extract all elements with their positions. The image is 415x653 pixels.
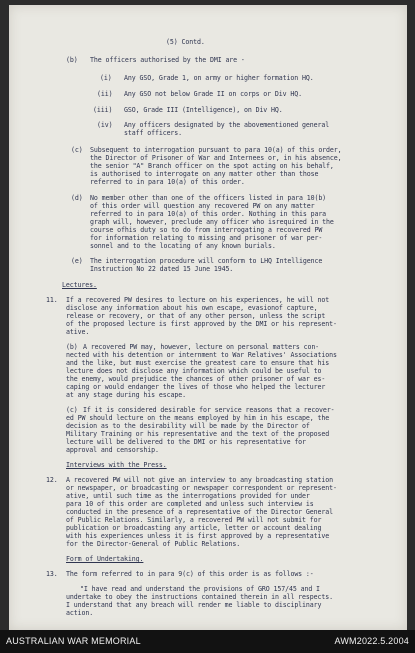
undertaking-quote-first: "I have read and understand the provisions of GRO 157/45 and I [80,585,320,593]
para-b-item-4-line-1: Any officers designated by the abovementioned general [124,121,330,129]
para-11c-line-5: approval and censorship. [66,446,159,454]
para-11c-line-2: decision as to the desirability will be made by the Director of [66,422,310,430]
para-11-line-2: disclose any information about his own escape, evasionof capture, [66,304,318,312]
undertaking-quote-line-2: I understand that any breach will render me liable to disciplinary [66,601,322,609]
para-12-line-7: publication or broadcasting any article, letter or account dealing [66,524,322,532]
para-11b-line-5: caping or would endanger the lives of those who helped the lecturer [66,383,326,391]
undertaking-quote-line-3: action. [66,609,94,617]
archive-reference: AWM2022.5.2004 [334,636,409,646]
para-b-item-3-num: (iii) [93,106,113,114]
para-d-line-7: sonnel and to the locating of any known burials. [90,242,276,250]
para-11b-line-1: nected with his detention or internment to War Relatives' Associations [66,351,337,359]
para-b-item-4-num: (iv) [97,121,113,129]
para-13-number: 13. [46,570,58,578]
para-11-line-1: If a recovered PW desires to lecture on his experiences, he will not [66,296,330,304]
para-d-line-2: of this order will question any recovered PW on any matter [90,202,315,210]
para-d-line-6: for information relating to missing and prisoner of war per- [90,234,323,242]
para-11b-line-2: and the like, but must exercise the greatest care to ensure that his [66,359,330,367]
para-b-label: (b) [66,56,78,64]
undertaking-quote-line-1: undertake to obey the instructions contained therein in all respects. [66,593,334,601]
para-13-first-line: The form referred to in para 9(c) of this order is as follows :- [66,570,314,578]
para-12-line-4: para 10 of this order are completed and unless such interview is [66,500,314,508]
undertaking-heading: Form of Undertaking. [66,555,144,563]
para-d-label: (d) [71,194,83,202]
para-11-line-5: ative. [66,328,90,336]
para-12-number: 12. [46,476,58,484]
para-11c-line-1: ed PW should lecture on the means employed by him in his escape, the [66,414,330,422]
para-b-item-3-text: GSO, Grade III (Intelligence), on Div HQ. [124,106,283,114]
para-11b-label: (b) [66,343,78,351]
para-e-line-2: Instruction No 22 dated 15 June 1945. [90,265,234,273]
para-12-line-3: ative, until such time as the interrogations provided for under [66,492,310,500]
section-title: (5) Contd. [166,38,205,46]
press-heading: Interviews with the Press. [66,461,167,469]
para-11-line-4: of the proposed lecture is first approved by the DMI or his represent- [66,320,337,328]
para-c-line-2: the Director of Prisoner of War and Internees or, in his absence, [90,154,342,162]
para-d-line-1: No member other than one of the officers listed in para 10(b) [90,194,327,202]
para-b-intro: The officers authorised by the DMI are - [90,56,245,64]
para-d-line-3: referred to in para 10(a) of this order. Nothing in this para [90,210,327,218]
para-11b-first-line: A recovered PW may, however, lecture on personal matters con- [83,343,320,351]
para-11c-line-4: lecture will be delivered to the DMI or his representative for [66,438,306,446]
archive-name: AUSTRALIAN WAR MEMORIAL [6,636,141,646]
para-11-line-3: release or recovery, or that of any other person, unless the script [66,312,326,320]
para-12-line-1: A recovered PW will not give an interview to any broadcasting station [66,476,334,484]
para-11c-first-line: If it is considered desirable for service reasons that a recover- [83,406,335,414]
para-d-line-5: course ofhis duty so to do from interrogating a recovered PW [90,226,323,234]
para-c-line-4: is authorised to interrogate on any matter other than those [90,170,319,178]
document-page [9,5,407,630]
para-b-item-2-num: (ii) [97,90,113,98]
para-11b-line-6: at any stage during his escape. [66,391,186,399]
para-11b-line-4: the enemy, would prejudice the chances of other prisoner of war es- [66,375,326,383]
para-b-item-2-text: Any GSO not below Grade II on corps or Div HQ. [124,90,303,98]
para-11c-label: (c) [66,406,78,414]
lectures-heading: Lectures. [62,281,97,289]
para-b-item-1-num: (i) [100,74,112,82]
para-d-line-4: graph will, however, preclude any officer who isrequired in the [90,218,334,226]
para-b-item-1-text: Any GSO, Grade 1, on army or higher formation HQ. [124,74,314,82]
para-e-label: (e) [71,257,83,265]
para-12-line-5: conducted in the presence of a representative of the Director General [66,508,334,516]
para-11b-line-3: lecture does not disclose any information which could be useful to [66,367,322,375]
para-c-label: (c) [71,146,83,154]
para-b-item-4-line-2: staff officers. [124,129,183,137]
para-12-line-6: of Public Relations. Similarly, a recovered PW will not submit for [66,516,322,524]
para-e-line-1: The interrogation procedure will conform to LHQ Intelligence [90,257,323,265]
para-12-line-9: for the Director-General of Public Relations. [66,540,241,548]
para-11-number: 11. [46,296,58,304]
archive-footer-bar [0,630,415,653]
para-c-line-5: referred to in para 10(a) of this order. [90,178,245,186]
para-c-line-1: Subsequent to interrogation pursuant to para 10(a) of this order, [90,146,342,154]
para-11c-line-3: Military Training or his representative and the text of the proposed [66,430,330,438]
para-c-line-3: the senior "A" Branch officer on the spot acting on his behalf, [90,162,334,170]
para-12-line-2: or newspaper, or broadcasting or newspaper correspondent or represent- [66,484,337,492]
para-12-line-8: with his experiences unless it is first approved by a representative [66,532,330,540]
